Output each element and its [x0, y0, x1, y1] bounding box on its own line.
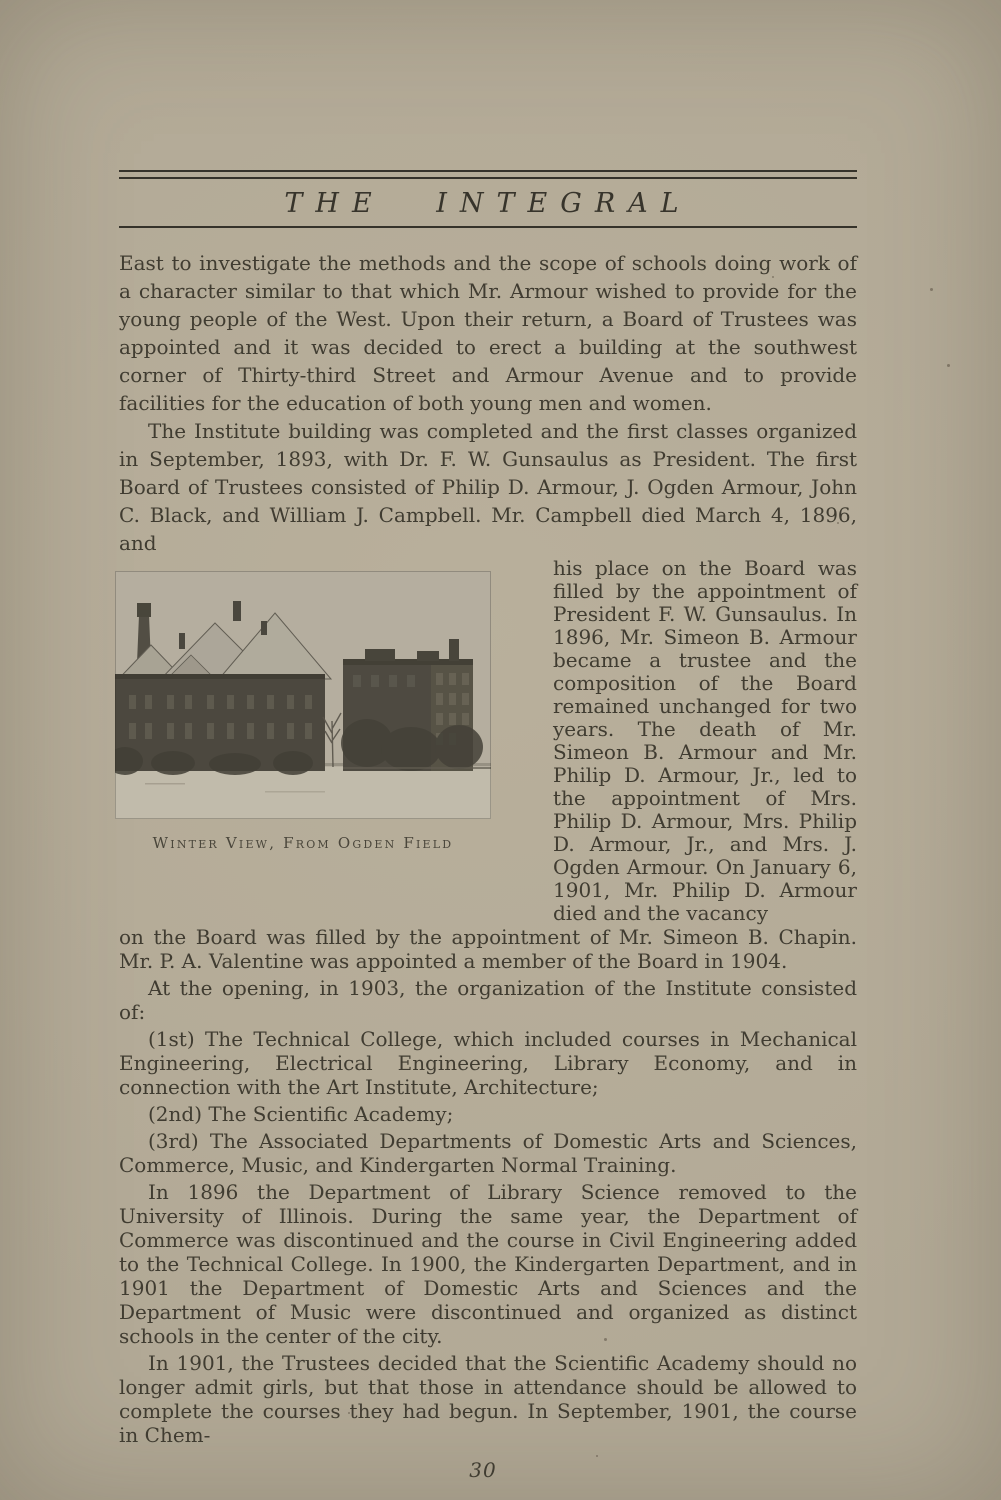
body-paragraph: (2nd) The Scientific Academy; — [148, 1102, 454, 1126]
page-number: 30 — [469, 1458, 497, 1482]
header-double-rule — [119, 170, 857, 179]
body-paragraph: on the Board was filled by the appointment of Mr. Simeon B. Chapin. Mr. P. A. Valentine was appointed a member of the Board in 1904. — [119, 925, 857, 973]
body-paragraph: East to investigate the methods and the scope of schools doing work of a character similar to that which Mr. Armour wished to provide for the young people of the West. Upon their return, a Board of Trustees was appointed and it was decided to erect a building at the southwest corner of Thirty-third Street and Armour Avenue and to provide facilities for the education of both young men and women. — [119, 251, 857, 415]
page-title: THE INTEGRAL — [284, 188, 692, 219]
dust-speck — [947, 364, 950, 367]
photo-caption: Winter View, From Ogden Field — [152, 834, 454, 852]
running-head — [119, 170, 857, 228]
header-single-rule — [119, 226, 857, 228]
body-paragraph: The Institute building was completed and the first classes organized in September, 1893, with Dr. F. W. Gunsaulus as President. The first Board of Trustees consisted of Philip D. Armour, J. Ogden Armour, John C. Black, and William J. Campbell. Mr. Campbell died March 4, 1896, and — [119, 419, 857, 555]
text-wrap-column — [553, 557, 857, 925]
body-paragraph: his place on the Board was filled by the appointment of President F. W. Gunsaulus. In 1896, Mr. Simeon B. Armour became a trustee and the composition of the Board remained unchanged for two years. The death of Mr. Simeon B. Armour and Mr. Philip D. Armour, Jr., led to the appointment of Mrs. Philip D. Armour, Mrs. Philip D. Armour, Jr., and Mrs. J. Ogden Armour. On January 6, 1901, Mr. Philip D. Armour died and the vacancy — [553, 556, 857, 925]
body-paragraph: In 1901, the Trustees decided that the Scientific Academy should no longer admit girls, but that those in attendance should be allowed to complete the courses they had begun. In September, 1901, the course in Chem- — [119, 1351, 857, 1447]
body-paragraph: (3rd) The Associated Departments of Domestic Arts and Sciences, Commerce, Music, and Kindergarten Normal Training. — [119, 1129, 857, 1177]
winter-view-photo — [115, 571, 491, 852]
lower-text-block — [119, 925, 857, 1447]
body-paragraph: At the opening, in 1903, the organization of the Institute consisted of: — [119, 976, 857, 1024]
winter-view-photo-illustration — [115, 571, 491, 819]
article-body — [119, 249, 857, 1482]
body-paragraph: In 1896 the Department of Library Science removed to the University of Illinois. During the same year, the Department of Commerce was discontinued and the course in Civil Engineering added to the Technical College. In 1900, the Kindergarten Department, and in 1901 the Department of Domestic Arts and Sciences and the Department of Music were discontinued and organized as distinct schools in the center of the city. — [119, 1180, 857, 1348]
body-paragraph: (1st) The Technical College, which included courses in Mechanical Engineering, Electrical Engineering, Library Economy, and in connection with the Art Institute, Architecture; — [119, 1027, 857, 1099]
dust-speck — [930, 288, 933, 291]
photo-and-text-row — [119, 557, 857, 925]
page-content — [119, 170, 857, 1482]
